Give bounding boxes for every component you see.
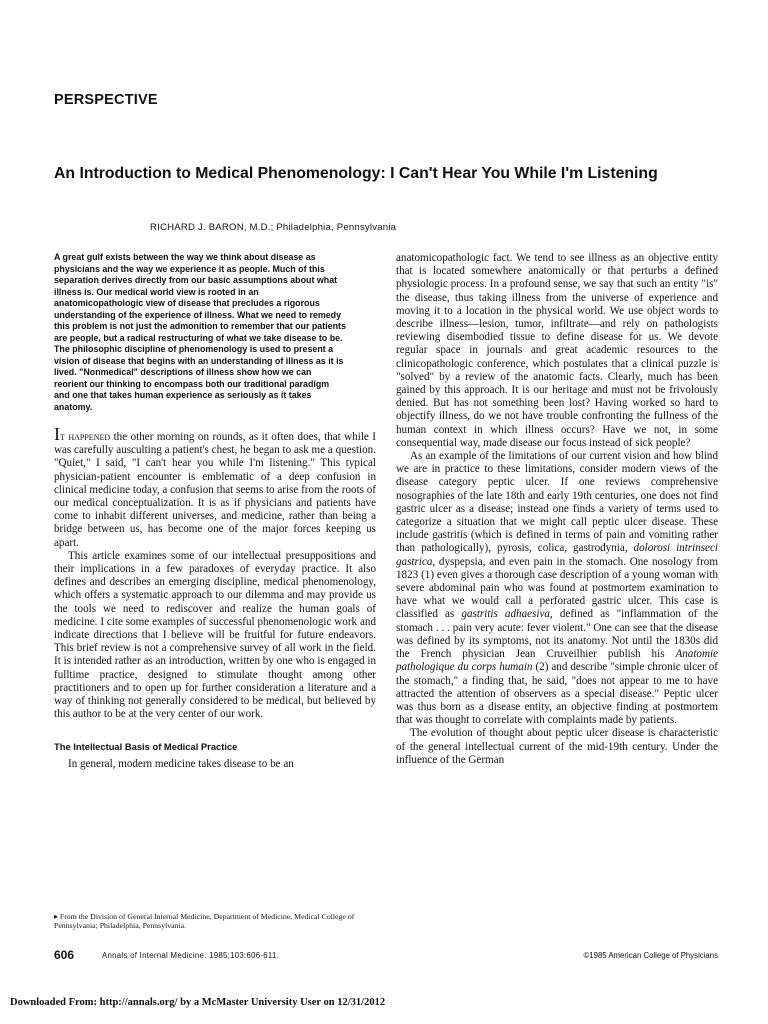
download-note: Downloaded From: http://annals.org/ by a McMaster University User on 12/31/2012 <box>10 997 386 1008</box>
page-number: 606 <box>54 948 75 962</box>
lead-initial: I <box>54 424 60 444</box>
left-column <box>54 252 376 772</box>
right-column <box>396 252 718 767</box>
author-byline: RICHARD J. BARON, M.D.; Philadelphia, Pennsylvania <box>150 222 397 233</box>
paragraph-text: (2) and describe "simple chronic ulcer of the stomach," a finding that, he said, "does not appear to me to have attracted the attention of observers as a special disease." Peptic ulcer was thus born as a disease entity, an objective finding at postmortem that was thought to correlate with complaints made by patients. <box>396 661 718 727</box>
lead-smallcaps: t happened <box>60 431 111 443</box>
body-paragraph-continued: anatomicopathologic fact. We tend to see illness as an objective entity that is located somewhere anatomically or that perturbs a defined physiologic process. In a profound sense, we say that such an entity "is" the disease, thus taking illness from the universe of experience and moving it to a location in the physical world. We use object words to describe illness—lesion, tumor, infiltrate—and rely on pathologists reviewing disembodied tissue to define disease for us. We devote regular space in journals and great academic resources to the clinicopathologic conference, which postulates that a clinical puzzle is "solved" by a review of the anatomic facts. Clearly, much has been gained by this approach. It is our heritage and must not be frivolously denied. But has not something been lost? Having worked so hard to objectify illness, do we not have trouble confronting the fullness of the human context in which illness occurs? Have we not, in some consequential way, made disease our focus instead of sick people? <box>396 252 718 449</box>
latin-term: dolorosi intrinseci gastrica, <box>396 542 718 568</box>
journal-citation: Annals of Internal Medicine. 1985;103:606-611. <box>102 951 280 960</box>
body-paragraph-1 <box>54 424 376 550</box>
article-title: An Introduction to Medical Phenomenology: I Can't Hear You While I'm Listening <box>54 165 658 182</box>
section-subheading: The Intellectual Basis of Medical Practice <box>54 741 238 753</box>
body-paragraph-evolution: The evolution of thought about peptic ulcer disease is characteristic of the general intellectual current of the mid-19th century. Under the influence of the German <box>396 727 718 766</box>
copyright-notice: ©1985 American College of Physicians <box>583 951 718 960</box>
body-paragraph-3: In general, modern medicine takes disease to be an <box>68 758 294 771</box>
body-paragraph-2: This article examines some of our intellectual presuppositions and their implications in a few paradoxes of everyday practice. It also defines and describes an emerging discipline, medical phenomenology, which offers a systematic approach to our dilemma and may provide us the tools we need to rediscover and realize the human goals of medicine. I cite some examples of successful phenomenologic work and indicate directions that I believe will be fruitful for future endeavors. This brief review is not a comprehensive survey of all work in the field. It is intended rather as an introduction, written by one who is engaged in fulltime practice, designed to stimulate thought among other practitioners and to open up for further consideration a literature and a way of thinking not generally considered to be medical, but believed by this author to be at the very center of our work. <box>54 549 376 721</box>
paragraph-text: the other morning on rounds, as it often does, that while I was carefully ausculting a patient's chest, he began to ask me a question. "Quiet," I said, "I can't hear you while I'm listening." This typical physician-patient encounter is emblematic of a deep confusion in clinical medicine today, a confusion that seems to arise from the roots of our medical conceptualization. It is as if physicians and patients have come to inhabit different universes, and medicine, rather than being a bridge between us, has become one of the major forces keeping us apart. <box>54 431 376 549</box>
book-title: Anatomie pathologique du corps humain <box>396 648 718 674</box>
affiliation-footnote: ▸ From the Division of General Internal Medicine, Department of Medicine, Medical College of Pennsylvania; Philadelphia, Pennsylvania. <box>54 912 355 930</box>
paragraph-text: defined as "inflammation of the stomach . . . pain very acute: fever violent." One can see that the disease was defined by its symptoms, not its anatomy. Not until the 1830s did the French physician Jean Cruveilhier publish his <box>396 608 719 661</box>
latin-term: gastritis adhaesiva, <box>461 608 553 621</box>
section-label: PERSPECTIVE <box>54 92 158 108</box>
body-paragraph-ulcer <box>396 450 718 727</box>
paragraph-text: As an example of the limitations of our current vision and how blind we are in practice to these limitations, consider modern views of the disease category peptic ulcer. If one reviews comprehensive nosographies of the late 18th and early 19th centuries, one does not find gastric ulcer as a disease; instead one finds a variety of terms used to categorize a situation that we might call peptic ulcer disease. These include gastritis (which is defined in terms of pain and vomiting rather than pathologically), pyrosis, colica, gastrodynia, <box>396 450 718 555</box>
abstract: A great gulf exists between the way we think about disease as physicians and the way we experience it as people. Much of this separation derives directly from our basic assumptions about what illness is. Our medical world view is rooted in an anatomicopathologic view of disease that precludes a rigorous understanding of the experience of illness. What we need to remedy this problem is not just the admonition to remember that our patients are people, but a radical restructuring of what we take disease to be. The philosophic discipline of phenomenology is used to present a vision of disease that begins with an understanding of illness as it is lived. "Nonmedical" descriptions of illness show how we can reorient our thinking to encompass both our traditional paradigm and one that takes human experience as seriously as it takes anatomy. <box>54 252 346 412</box>
paragraph-text: dyspepsia, and even pain in the stomach. One nosology from 1823 (1) even gives a thorough case description of a young woman with severe abdominal pain who was found at postmortem examination to have what we would call a perforated gastric ulcer. This case is classified as <box>396 555 718 621</box>
